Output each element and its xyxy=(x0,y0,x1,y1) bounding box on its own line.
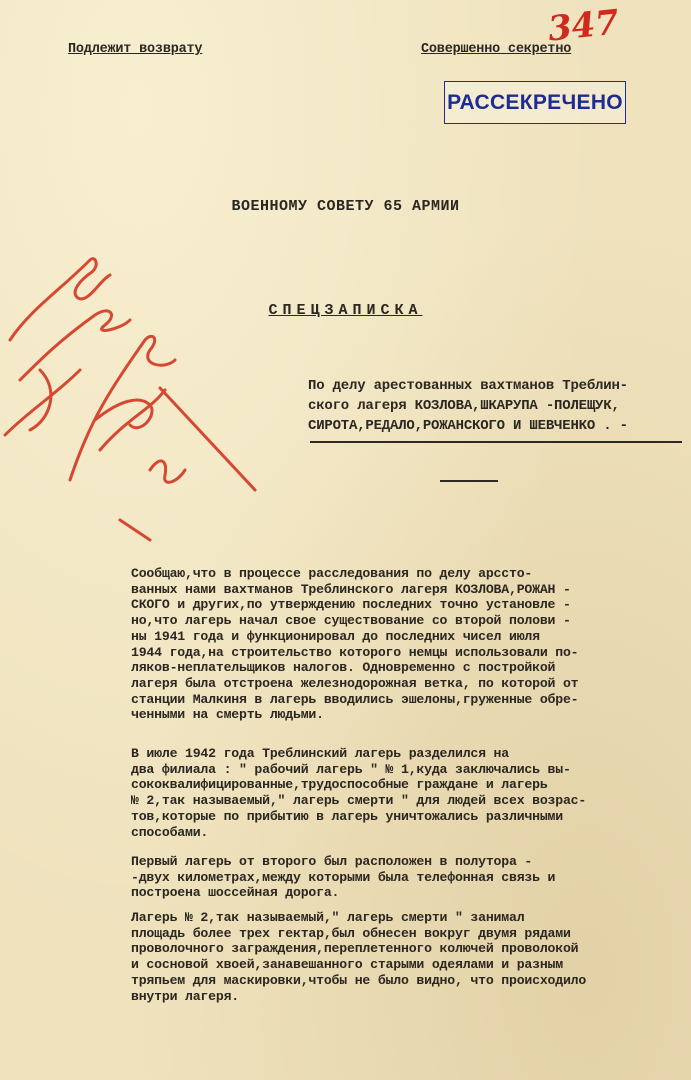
document-title: СПЕЦЗАПИСКА xyxy=(268,302,423,319)
short-divider xyxy=(440,480,498,482)
addressee: ВОЕННОМУ СОВЕТУ 65 АРМИИ xyxy=(231,198,460,215)
text-line: лагеря была отстроена железнодорожная ветка, по которой от xyxy=(131,675,579,691)
paragraph-2 xyxy=(131,746,671,840)
paragraph-4 xyxy=(131,910,671,1004)
text-line: способами. xyxy=(131,824,209,840)
subject-line: По делу арестованных вахтманов Треблин- xyxy=(308,378,628,394)
text-line: построена шоссейная дорога. xyxy=(131,885,340,901)
paragraph-1 xyxy=(131,566,671,723)
text-line: тряпьем для маскировки,чтобы не было видно, что происходило xyxy=(131,972,587,988)
subject-line: ского лагеря КОЗЛОВА,ШКАРУПА -ПОЛЕЩУК, xyxy=(308,398,620,414)
text-line: площадь более трех гектар,был обнесен вокруг двумя рядами xyxy=(131,925,571,941)
subject-block xyxy=(308,376,678,436)
paragraph-3 xyxy=(131,854,671,901)
text-line: № 2,так называемый," лагерь смерти " для людей всех возрас- xyxy=(131,793,587,809)
declassified-stamp: РАССЕКРЕЧЕНО xyxy=(444,81,626,124)
text-line: ляков-неплательщиков налогов. Одновременно с постройкой xyxy=(131,660,556,676)
return-note: Подлежит возврату xyxy=(68,42,203,57)
text-line: два филиала : " рабочий лагерь " № 1,куда заключались вы- xyxy=(131,761,571,777)
archive-number: 347 xyxy=(546,2,621,50)
text-line: но,что лагерь начал свое существование со второй полови - xyxy=(131,613,571,629)
text-line: ченными на смерть людьми. xyxy=(131,707,324,723)
handwritten-resolution-icon xyxy=(0,220,290,560)
text-line: ны 1941 года и функционировал до последних чисел июля xyxy=(131,628,540,644)
text-line: Лагерь № 2,так называемый," лагерь смерти " занимал xyxy=(131,910,525,925)
text-line: СКОГО и других,по утверждению последних точно установле - xyxy=(131,597,571,613)
subject-divider xyxy=(310,441,682,443)
text-line: ванных нами вахтманов Треблинского лагеря КОЗЛОВА,РОЖАН - xyxy=(131,581,571,597)
text-line: -двух километрах,между которыми была телефонная связь и xyxy=(131,869,556,885)
text-line: проволочного заграждения,переплетенного колючей проволокой xyxy=(131,941,579,957)
text-line: внутри лагеря. xyxy=(131,988,239,1004)
text-line: и сосновой хвоей,занавешанного старыми одеялами и разным xyxy=(131,957,563,973)
text-line: В июле 1942 года Треблинский лагерь разделился на xyxy=(131,746,509,761)
text-line: тов,которые по прибытию в лагерь уничтожались различными xyxy=(131,808,563,824)
text-line: Сообщаю,что в процессе расследования по делу арссто- xyxy=(131,566,533,581)
text-line: сококвалифицированные,трудоспособные граждане и лагерь xyxy=(131,777,548,793)
text-line: Первый лагерь от второго был расположен в полутора - xyxy=(131,854,533,869)
secrecy-note: Совершенно секретно xyxy=(421,42,572,57)
subject-line: СИРОТА,РЕДАЛО,РОЖАНСКОГО И ШЕВЧЕНКО . - xyxy=(308,418,628,434)
text-line: станции Малкиня в лагерь вводились эшелоны,груженные обре- xyxy=(131,691,579,707)
text-line: 1944 года,на строительство которого немцы использовали по- xyxy=(131,644,579,660)
